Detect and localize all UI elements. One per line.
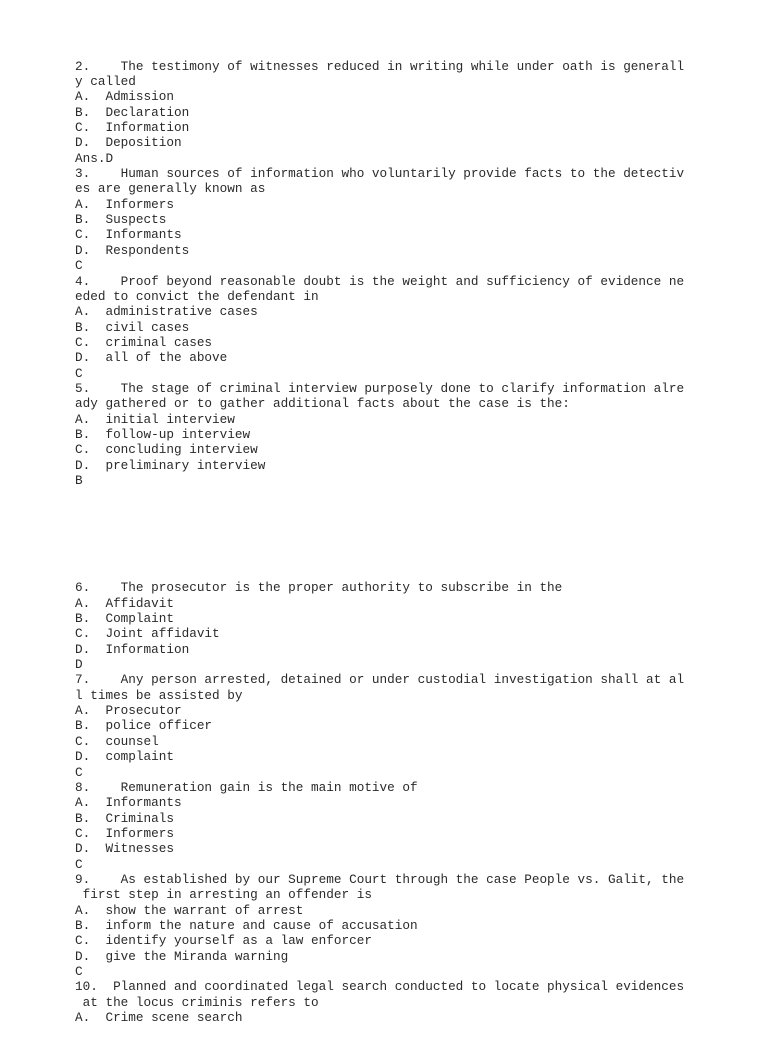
text-line: A. show the warrant of arrest [75,902,304,918]
text-line: D. complaint [75,749,174,765]
text-line: C. identify yourself as a law enforcer [75,933,372,949]
text-line: B. Suspects [75,212,167,228]
text-line: C. counsel [75,733,159,749]
text-line: A. administrative cases [75,304,258,320]
text-line: l times be assisted by [75,687,243,703]
text-line: C. Informers [75,825,174,841]
text-line: 8. Remuneration gain is the main motive of [75,779,418,795]
text-line: A. Affidavit [75,595,174,611]
question-block-part1 [75,59,755,489]
question-block-part2 [75,580,755,1025]
text-line: 2. The testimony of witnesses reduced in writing while under oath is generall [75,58,685,74]
text-line: y called [75,74,136,90]
text-line: B. Criminals [75,810,174,826]
text-line: at the locus criminis refers to [75,994,319,1010]
text-line: 7. Any person arrested, detained or under custodial investigation shall at al [75,672,685,688]
text-line: 9. As established by our Supreme Court through the case People vs. Galit, the [75,871,685,887]
text-line: 3. Human sources of information who voluntarily provide facts to the detectiv [75,166,685,182]
text-line: C [75,258,83,274]
text-line: es are generally known as [75,181,266,197]
text-line: A. Informers [75,196,174,212]
text-line: B. inform the nature and cause of accusation [75,917,418,933]
text-line: D. Deposition [75,135,182,151]
text-line: B. civil cases [75,319,190,335]
text-line: D. Respondents [75,242,190,258]
text-line: eded to convict the defendant in [75,288,319,304]
text-line: D. all of the above [75,350,228,366]
text-line: C. concluding interview [75,442,258,458]
text-line: B [75,472,83,488]
text-line: C. Information [75,120,190,136]
blank-gap [75,519,755,550]
text-line: A. initial interview [75,411,235,427]
text-line: Ans.D [75,150,114,166]
text-line: C. criminal cases [75,334,213,350]
text-line: first step in arresting an offender is [75,887,372,903]
text-line: C. Informants [75,227,182,243]
text-line: A. Admission [75,89,174,105]
text-line: C [75,365,83,381]
text-line: 6. The prosecutor is the proper authority to subscribe in the [75,580,563,596]
text-line: C [75,764,83,780]
text-line: ady gathered or to gather additional facts about the case is the: [75,396,570,412]
text-line: B. Declaration [75,104,190,120]
text-line: C [75,856,83,872]
text-line: B. follow-up interview [75,426,251,442]
text-line: D [75,657,83,673]
text-line: 4. Proof beyond reasonable doubt is the weight and sufficiency of evidence ne [75,273,685,289]
text-line: D. preliminary interview [75,457,266,473]
text-line: B. police officer [75,718,213,734]
text-line: B. Complaint [75,611,174,627]
text-line: 5. The stage of criminal interview purposely done to clarify information alre [75,380,685,396]
text-line: C. Joint affidavit [75,626,220,642]
text-line: 10. Planned and coordinated legal search conducted to locate physical evidences [75,979,685,995]
text-line: D. give the Miranda warning [75,948,289,964]
document-page [75,28,755,1041]
text-line: A. Prosecutor [75,703,182,719]
text-line: A. Informants [75,795,182,811]
text-line: D. Witnesses [75,841,174,857]
text-line: A. Crime scene search [75,1010,243,1025]
text-line: D. Information [75,641,190,657]
text-line: C [75,963,83,979]
